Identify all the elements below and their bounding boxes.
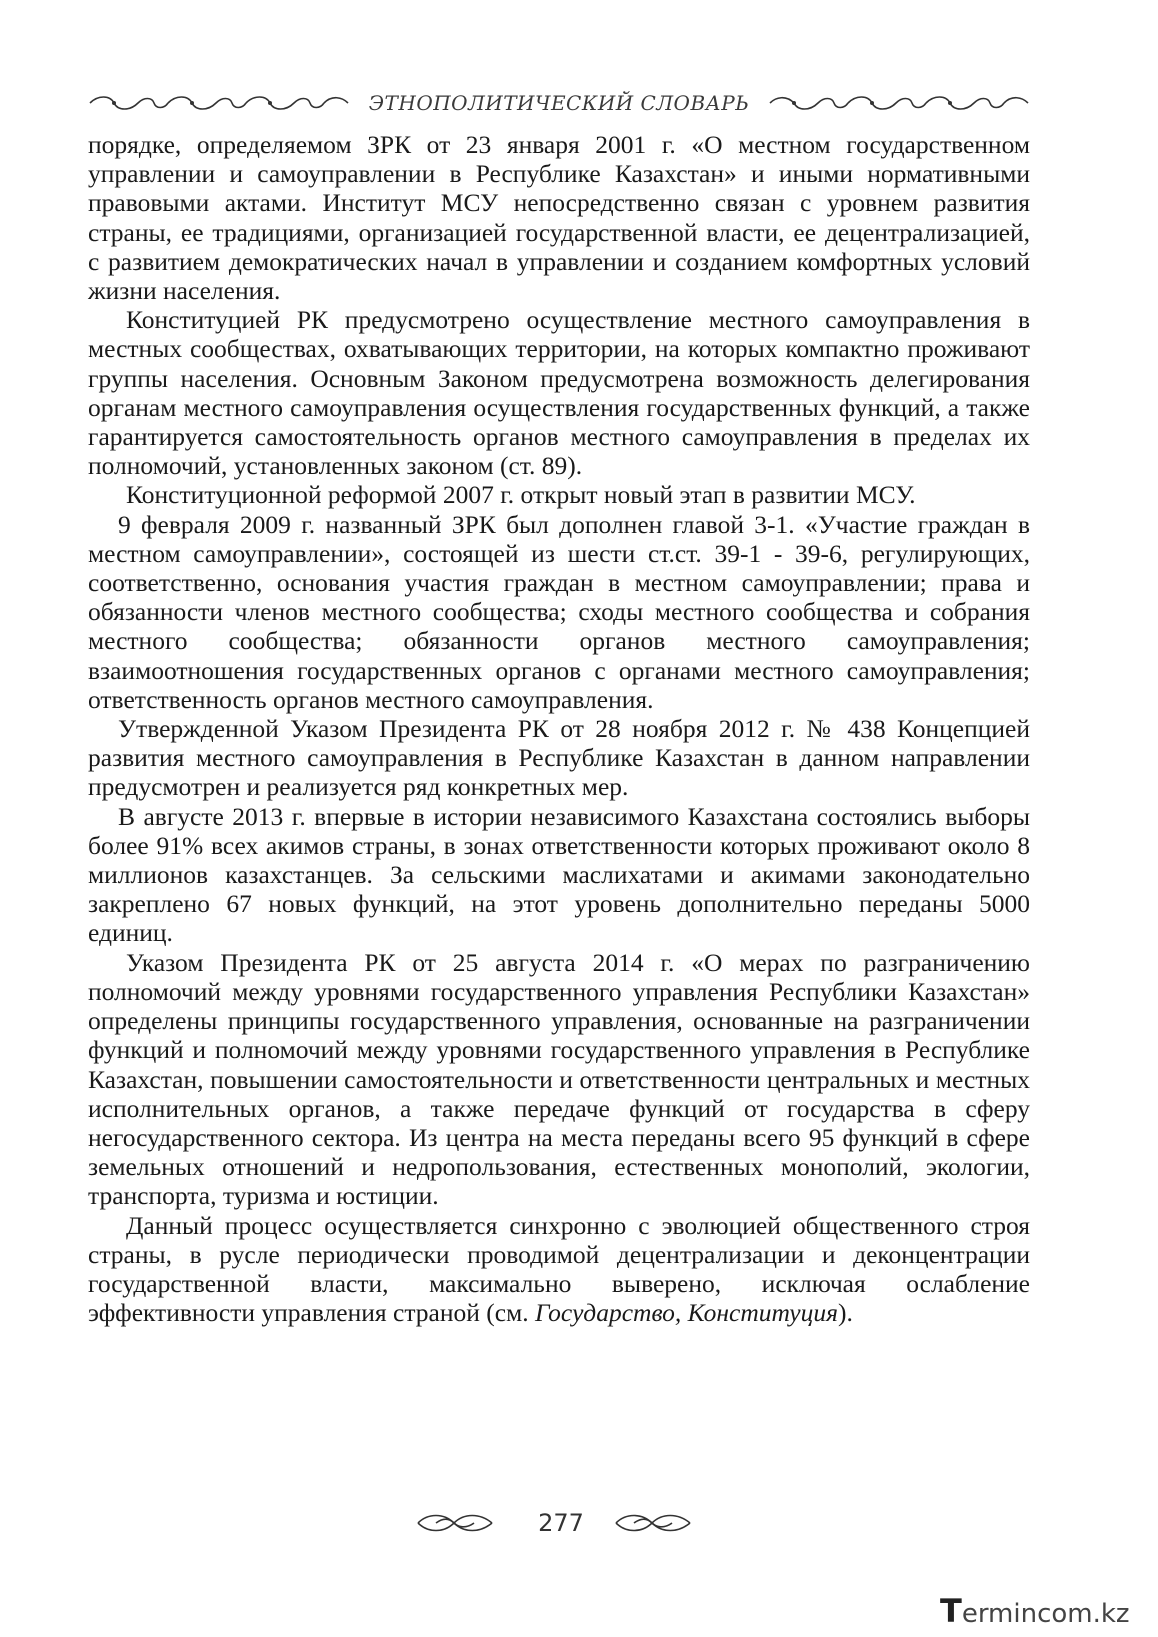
article-body [88, 130, 1030, 1327]
page-footer [0, 1503, 1158, 1543]
paragraph-final [88, 1211, 1030, 1328]
paragraph: 9 февраля 2009 г. названный ЗРК был дополнен главой 3-1. «Участие граждан в местном самоуправлении», состоящей из шести ст.ст. 39-1 - 39-6, регулирующих, соответственно, основания участия граждан в местном самоуправлении; права и обязанности членов местного сообщества; сходы местного сообщества и собрания местного сообщества; обязанности органов местного самоуправления; взаимоотношения государственных органов с органами местного самоуправления; ответственность органов местного самоуправления. [88, 509, 1030, 714]
flourish-icon [612, 1511, 694, 1535]
paragraph: Утвержденной Указом Президента РК от 28 ноября 2012 г. № 438 Концепцией развития местного самоуправления в Республике Казахстан в данном направлении предусмотрен и реализуется ряд конкретных мер. [88, 714, 1030, 802]
paragraph-text: Данный процесс осуществляется синхронно с эволюцией общественного строя страны, в русле периодически проводимой децентрализации и деконцентрации государственной власти, максимально выверено, исключая ослабление эффективности управления страной (см. [88, 1210, 1030, 1328]
paragraph: В августе 2013 г. впервые в истории независимого Казахстана состоялись выборы более 91% всех акимов страны, в зонах ответственности которых проживают около 8 миллионов казахстанцев. За сельскими маслихатами и акимами законодательно закреплено 67 новых функций, на этот уровень дополнительно переданы 5000 единиц. [88, 801, 1030, 948]
watermark-logo-letter: T [940, 1592, 962, 1630]
site-watermark [940, 1592, 1140, 1630]
paragraph-end: ). [837, 1298, 853, 1328]
paragraph: порядке, определяемом ЗРК от 23 января 2001 г. «О местном государственном управлении и самоуправлении в Республике Казахстан» и иными нормативными правовыми актами. Институт МСУ непосредственно связан с уровнем развития страны, ее традициями, организацией государственной власти, ее децентрализацией, с развитием демократических начал в управлении и созданием комфортных условий жизни населения. [88, 130, 1030, 306]
ornament-border-icon [768, 94, 1030, 112]
paragraph: Указом Президента РК от 25 августа 2014 г. «О мерах по разграничению полномочий между уровнями государственного управления Республики Казахстан» определены принципы государственного управления, основанные на разграничении функций и полномочий между уровнями государственного управления в Республике Казахстан, повышении самостоятельности и ответственности центральных и местных исполнительных органов, а также передаче функций от государства в сферу негосударственного сектора. Из центра на места переданы всего 95 функций в сфере земельных отношений и недропользования, естественных монополий, экологии, транспорта, туризма и юстиции. [88, 947, 1030, 1211]
cross-reference: Государство, Конституция [534, 1298, 838, 1328]
ornament-border-icon [88, 94, 350, 112]
header-title: ЭТНОПОЛИТИЧЕСКИЙ СЛОВАРЬ [368, 91, 750, 115]
running-header [88, 88, 1030, 118]
paragraph: Конституционной реформой 2007 г. открыт новый этап в развитии МСУ. [126, 480, 916, 510]
flourish-icon [414, 1511, 496, 1535]
watermark-text: ermincom.kz [961, 1599, 1130, 1629]
page-number: 277 [538, 1509, 584, 1537]
paragraph: Конституцией РК предусмотрено осуществление местного самоуправления в местных сообществах, охватывающих территории, на которых компактно проживают группы населения. Основным Законом предусмотрена возможность делегирования органам местного самоуправления осуществления государственных функций, а также гарантируется самостоятельность органов местного самоуправления в пределах их полномочий, установленных законом (ст. 89). [88, 305, 1030, 481]
